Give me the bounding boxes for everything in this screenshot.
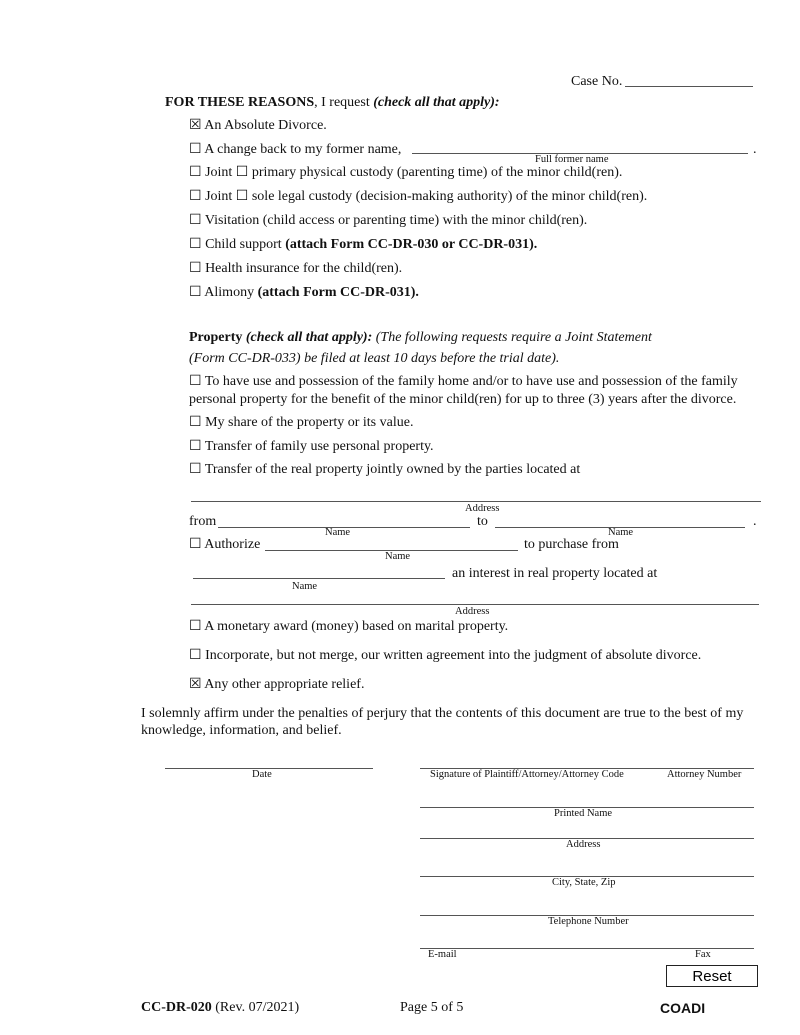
date-caption: Date <box>252 769 272 780</box>
item-transfer-real <box>189 462 580 478</box>
label: Joint <box>205 165 233 180</box>
reasons-text: , I request <box>314 95 374 110</box>
label: Visitation (child access or parenting time) with the minor child(ren). <box>204 213 588 228</box>
item-alimony <box>189 285 419 301</box>
reasons-bold: FOR THESE REASONS <box>165 95 315 110</box>
property-note-2: (Form CC-DR-033) be filed at least 10 days before the trial date). <box>189 351 560 366</box>
label: My share of the property or its value. <box>205 415 414 430</box>
label: Alimony <box>204 285 258 300</box>
label: A monetary award (money) based on marital property. <box>204 619 509 634</box>
label: Health insurance for the child(ren). <box>205 261 403 276</box>
checkbox-joint-physical[interactable]: ☐ <box>189 165 202 180</box>
printed-name-caption: Printed Name <box>554 808 613 819</box>
interest-label: an interest in real property located at <box>452 566 658 581</box>
label-bold: (attach Form CC-DR-031). <box>257 285 419 300</box>
checkbox-authorize[interactable]: ☐ <box>189 537 202 552</box>
name-caption: Name <box>292 581 318 592</box>
name-caption: Name <box>608 527 634 538</box>
checkbox-health-insurance[interactable]: ☐ <box>189 261 202 276</box>
checkbox-other-relief[interactable]: ☒ <box>189 677 202 692</box>
checkbox-alimony[interactable]: ☐ <box>189 285 202 300</box>
attorney-number-caption: Attorney Number <box>667 769 742 780</box>
page-number: Page 5 of 5 <box>400 1000 464 1015</box>
item-monetary <box>189 619 508 635</box>
label: Joint <box>205 189 233 204</box>
item-absolute-divorce <box>189 118 327 134</box>
item-transfer-personal <box>189 439 434 455</box>
property-note: (The following requests require a Joint Statement <box>372 330 652 345</box>
checkbox-joint-legal[interactable]: ☐ <box>189 189 202 204</box>
reasons-heading <box>165 95 500 111</box>
item-incorporate <box>189 648 701 664</box>
label: An Absolute Divorce. <box>204 118 327 133</box>
city-caption: City, State, Zip <box>552 877 616 888</box>
item-visitation <box>189 213 587 229</box>
checkbox-absolute-divorce[interactable]: ☒ <box>189 118 202 133</box>
telephone-caption: Telephone Number <box>548 916 629 927</box>
checkbox-visitation[interactable]: ☐ <box>189 213 202 228</box>
item-my-share <box>189 415 413 431</box>
label: To have use and possession of the family home and/or to have use and possession of the family <box>204 374 738 389</box>
address-caption: Address <box>455 606 490 617</box>
item-other-relief <box>189 677 364 693</box>
case-no-label: Case No. <box>571 74 623 89</box>
period: . <box>753 514 757 529</box>
brand-label: COADI <box>660 1000 706 1016</box>
email-caption: E-mail <box>428 949 457 960</box>
item-use-possession <box>189 374 738 390</box>
item-name-change <box>189 142 401 158</box>
checkbox-sole-legal[interactable]: ☐ <box>235 189 249 204</box>
label: A change back to my former name, <box>204 142 402 157</box>
form-code-bold: CC-DR-020 <box>141 1000 212 1015</box>
checkbox-transfer-real[interactable]: ☐ <box>189 462 202 477</box>
label: primary physical custody (parenting time) of the minor child(ren). <box>251 165 623 180</box>
revision: (Rev. 07/2021) <box>211 1000 300 1015</box>
item-health-insurance <box>189 261 402 277</box>
real-property-address-field[interactable] <box>191 501 761 502</box>
label: sole legal custody (decision-making authority) of the minor child(ren). <box>251 189 648 204</box>
item-physical-custody <box>189 165 622 181</box>
affirmation-line2: knowledge, information, and belief. <box>141 723 342 738</box>
label-bold: (attach Form CC-DR-030 or CC-DR-031). <box>285 237 538 252</box>
address-caption: Address <box>465 503 500 514</box>
affirmation-line1: I solemnly affirm under the penalties of perjury that the contents of this document are true to the best of my <box>141 706 744 721</box>
item-authorize <box>189 537 260 553</box>
checkbox-child-support[interactable]: ☐ <box>189 237 202 252</box>
checkbox-primary-physical[interactable]: ☐ <box>235 165 249 180</box>
form-code <box>141 1000 299 1016</box>
property-bi: (check all that apply): <box>245 330 373 345</box>
label: Child support <box>205 237 286 252</box>
item-legal-custody <box>189 189 647 205</box>
label: Transfer of family use personal property. <box>204 439 434 454</box>
to-label: to <box>477 514 488 529</box>
name-caption: Name <box>325 527 351 538</box>
signature-caption: Signature of Plaintiff/Attorney/Attorney Code <box>430 769 624 780</box>
checkbox-transfer-personal[interactable]: ☐ <box>189 439 202 454</box>
case-no-field[interactable] <box>625 86 753 87</box>
seller-name-field[interactable] <box>193 578 445 579</box>
checkbox-incorporate[interactable]: ☐ <box>189 648 202 663</box>
item-child-support <box>189 237 537 253</box>
property-bold: Property <box>189 330 246 345</box>
property-heading <box>189 330 652 346</box>
name-caption: Name <box>385 551 411 562</box>
period: . <box>753 142 757 157</box>
label: Transfer of the real property jointly owned by the parties located at <box>204 462 581 477</box>
purchase-address-field[interactable] <box>191 604 759 605</box>
checkbox-my-share[interactable]: ☐ <box>189 415 202 430</box>
to-purchase-label: to purchase from <box>524 537 619 552</box>
from-label: from <box>189 514 217 529</box>
label: Authorize <box>204 537 261 552</box>
label: Incorporate, but not merge, our written agreement into the judgment of absolute divorce. <box>205 648 702 663</box>
checkbox-use-possession[interactable]: ☐ <box>189 374 202 389</box>
label: Any other appropriate relief. <box>204 677 365 692</box>
reset-button[interactable]: Reset <box>666 965 758 987</box>
address-caption: Address <box>566 839 601 850</box>
use-possession-line2: personal property for the benefit of the minor child(ren) for up to three (3) years after the divorce. <box>189 392 737 407</box>
reasons-italic: (check all that apply): <box>373 95 500 110</box>
fax-caption: Fax <box>695 949 711 960</box>
checkbox-name-change[interactable]: ☐ <box>189 142 202 157</box>
checkbox-monetary[interactable]: ☐ <box>189 619 202 634</box>
former-name-caption: Full former name <box>535 154 609 165</box>
